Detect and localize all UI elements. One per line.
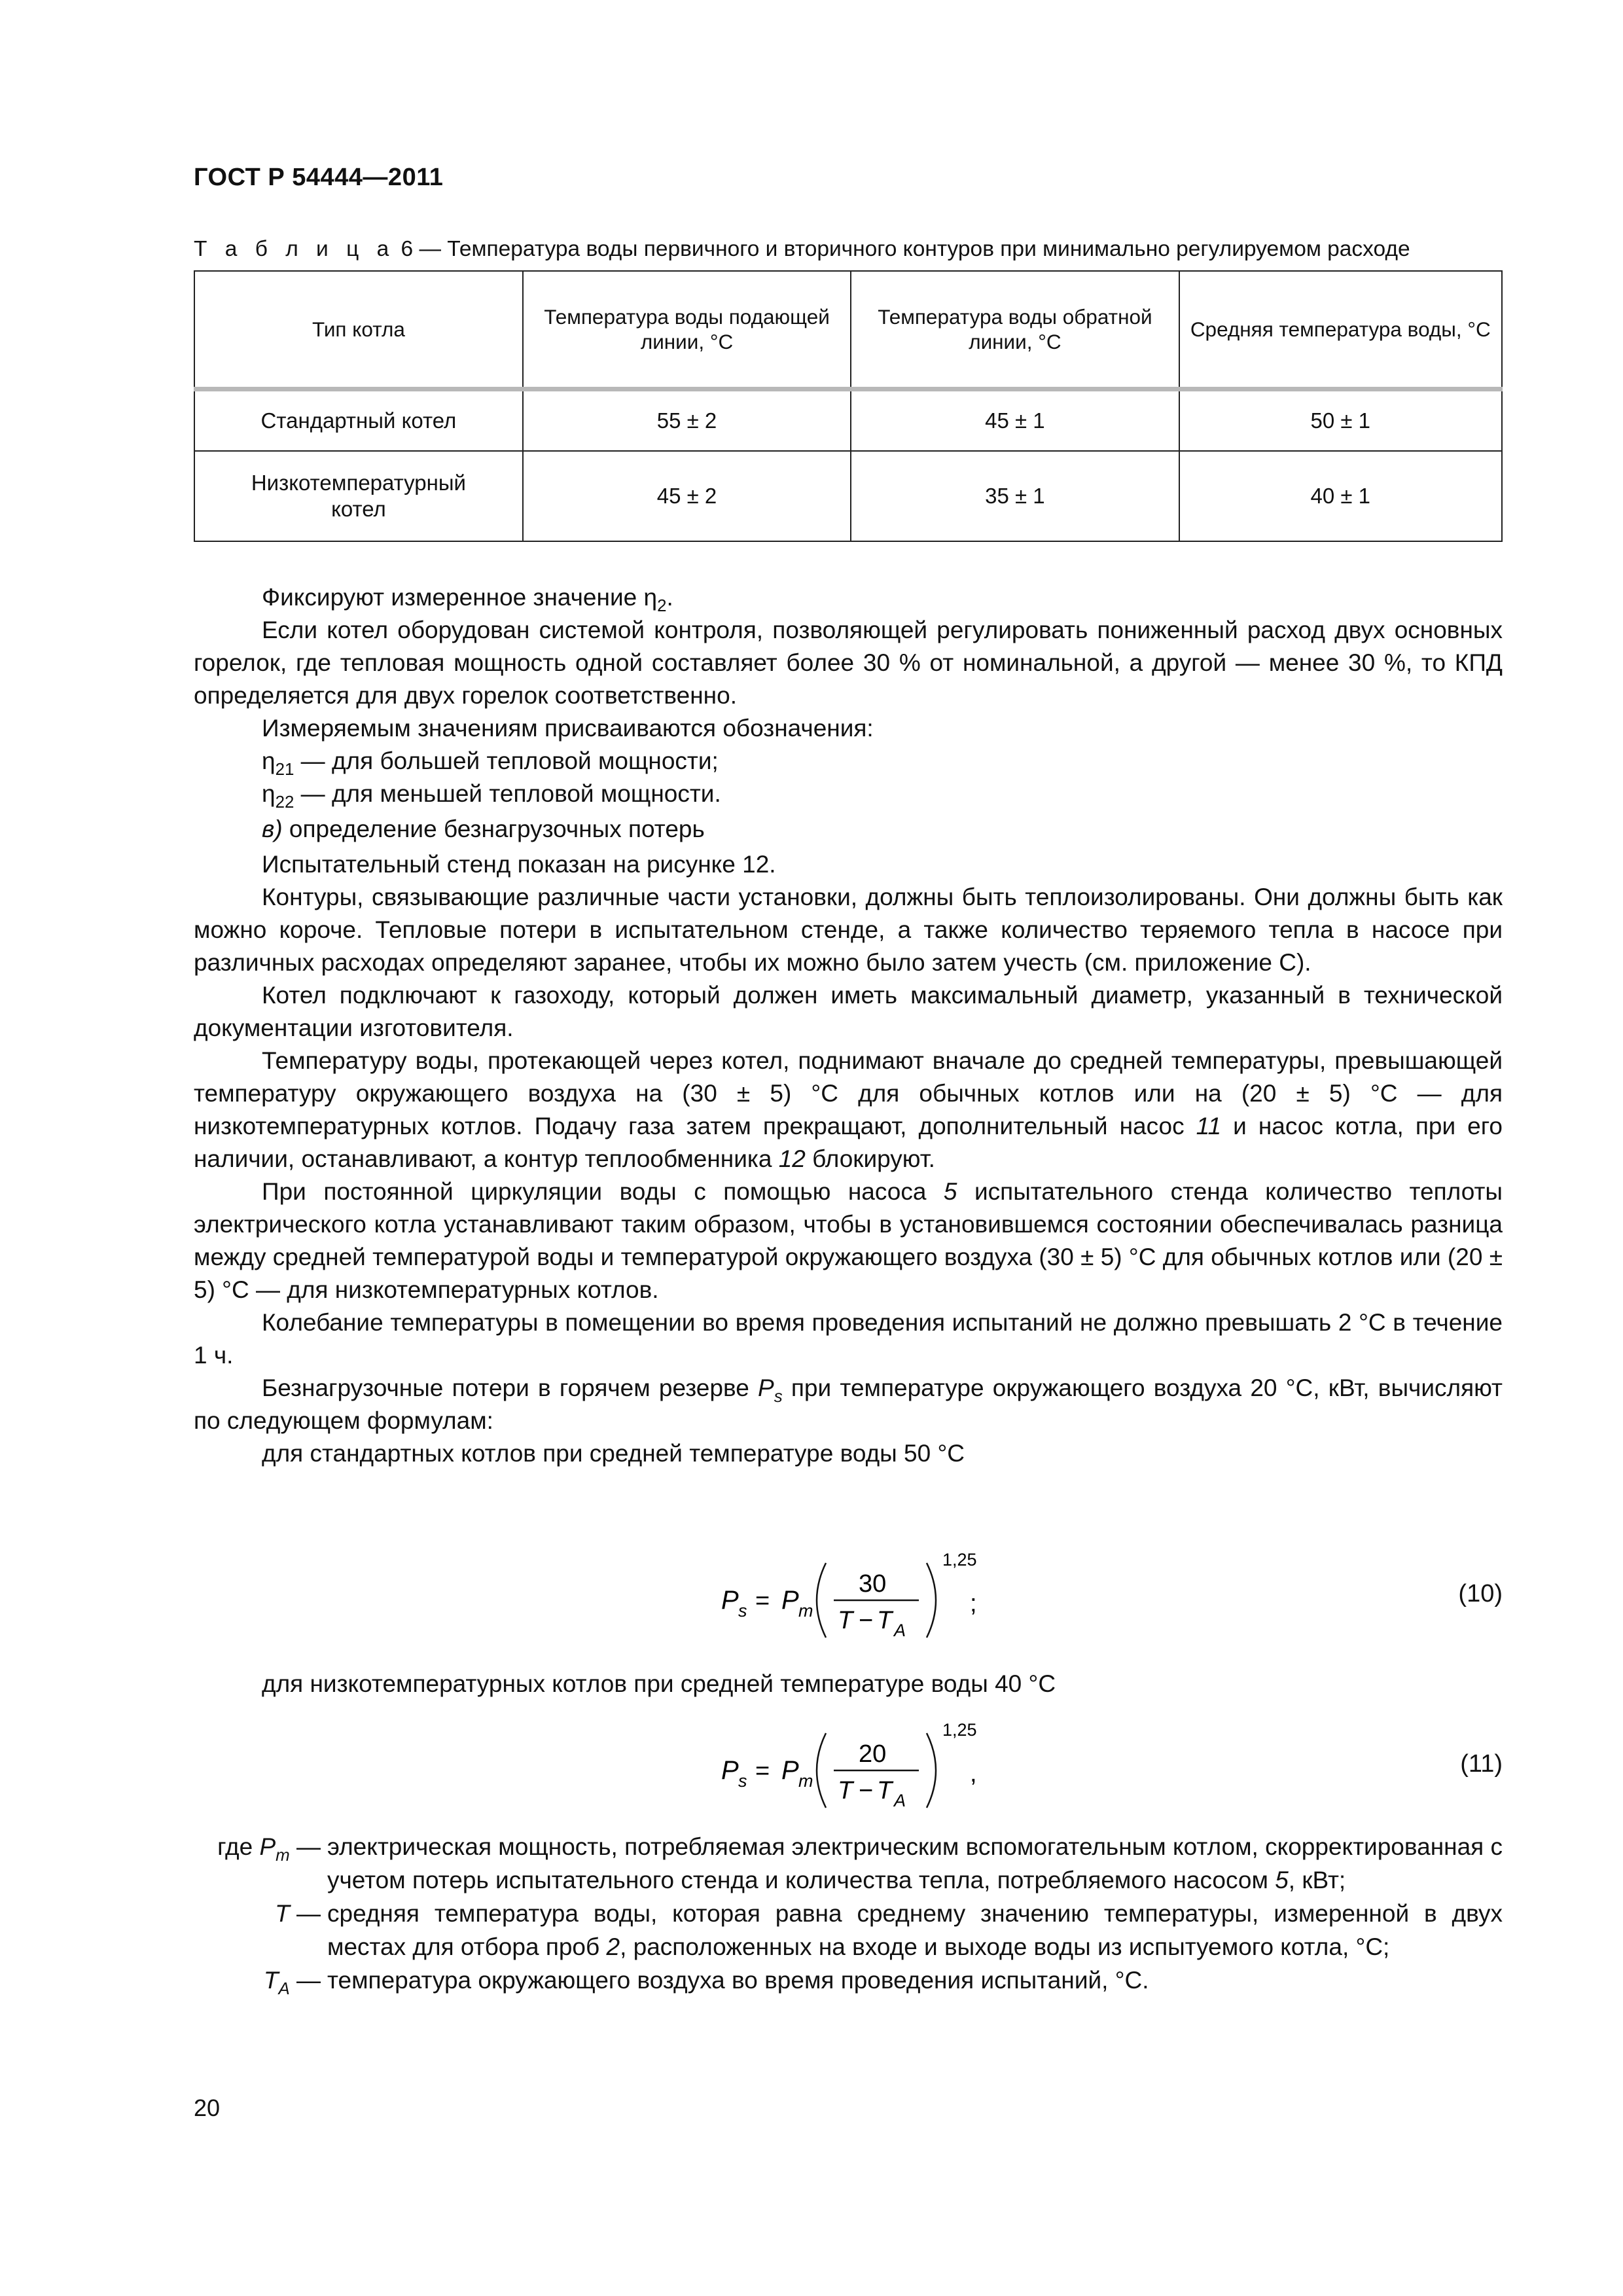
formula-exponent: 1,25 [942, 1720, 977, 1740]
formula-rhs: P [781, 1756, 799, 1785]
formula-expression [721, 1721, 1088, 1820]
table-cell: 45 ± 2 [523, 451, 851, 541]
body-text-2 [194, 1668, 1503, 1700]
formula-eq: = [755, 1757, 770, 1785]
formula-10 [194, 1551, 1503, 1649]
list-item: $\eta_{21}$ — для большей тепловой мощности; [262, 747, 719, 780]
column-header-boiler-type: Тип котла [194, 271, 523, 389]
table-caption-text: 6 — Температура воды первичного и вторичного контуров при минимально регулируемом расходе [395, 237, 1410, 261]
variable-definitions [194, 1830, 1503, 1997]
paragraph: Температуру воды, протекающей через котел, поднимают вначале до средней температуры, превышающей температуру окружающего воздуха на (30 ± 5) °С для обычных котлов или на (20 ± 5) °С — для низкотемпературных котлов. Подачу газа затем прекращают, дополнительный насос 11 и насос котла, при его наличии, останавливают, а контур теплообменника 12 блокируют. [194, 1047, 1503, 1172]
table-6 [194, 270, 1503, 542]
paragraph: Испытательный стенд показан на рисунке 12. [262, 851, 776, 878]
formula-lhs: P [721, 1586, 739, 1615]
formula-den-minus: − [859, 1607, 874, 1634]
paragraph: Котел подключают к газоходу, который должен иметь максимальный диаметр, указанный в технической документации изготовителя. [194, 982, 1503, 1041]
formula-den-ta-sub: A [894, 1791, 906, 1810]
formula-lhs: P [721, 1756, 739, 1785]
formula-den-minus: − [859, 1777, 874, 1804]
formula-lhs-sub: s [738, 1601, 747, 1621]
table-cell: 55 ± 2 [523, 389, 851, 452]
right-paren [927, 1733, 936, 1808]
formula-rhs: P [781, 1586, 799, 1615]
list-item: $\eta_{22}$ — для меньшей тепловой мощности. [262, 780, 721, 812]
formula-rhs-sub: m [798, 1601, 813, 1621]
definition-row [194, 1964, 1503, 1997]
table-cell: 45 ± 1 [851, 389, 1179, 452]
table-row [194, 389, 1502, 452]
left-paren [817, 1733, 826, 1808]
definition-text: электрическая мощность, потребляемая электрическим вспомогательным котлом, скорректированная с учетом потерь испытательного стенда и количества тепла, потребляемого насосом 5, кВт; [327, 1833, 1503, 1893]
table-cell: 40 ± 1 [1179, 451, 1502, 541]
formula-number: (11) [1460, 1750, 1503, 1778]
paragraph: Колебание температуры в помещении во время проведения испытаний не должно превышать 2 °С в течение 1 ч. [194, 1309, 1503, 1369]
paragraph: При постоянной циркуляции воды с помощью насоса 5 испытательного стенда количество теплоты электрического котла устанавливают таким образом, чтобы в установившемся состоянии обеспечивалась разница между средней температурой воды и температурой окружающего воздуха (30 ± 5) °С для обычных котлов или (20 ± 5) °С — для низкотемпературных котлов. [194, 1178, 1503, 1303]
column-header-supply-temp: Температура воды подающей линии, °С [523, 271, 851, 389]
formula-expression [721, 1551, 1088, 1649]
paragraph: для стандартных котлов при средней температуре воды 50 °С [262, 1440, 965, 1467]
table-cell: 50 ± 1 [1179, 389, 1502, 452]
body-text [194, 581, 1503, 1470]
paragraph: для низкотемпературных котлов при средней температуре воды 40 °С [262, 1670, 1056, 1697]
definition-row [194, 1830, 1503, 1897]
paragraph: Если котел оборудован системой контроля, позволяющей регулировать пониженный расход двух основных горелок, где тепловая мощность одной составляет более 30 % от номинальной, а другой — менее 30 %, то КПД определяется для двух горелок соответственно. [194, 617, 1503, 709]
page-number: 20 [194, 2094, 221, 2121]
formula-punct: ; [970, 1590, 977, 1617]
column-header-average-temp: Средняя температура воды, °С [1179, 271, 1502, 389]
table-caption-label: Т а б л и ц а [194, 237, 395, 261]
table-caption [194, 237, 1503, 262]
definition-symbol: T — [275, 1900, 321, 1927]
paragraph: Безнагрузочные потери в горячем резерве $P_s$ при температуре окружающего воздуха 20 °С, кВт, вычисляют по следующем формулам: [194, 1374, 1503, 1434]
document-header: ГОСТ Р 54444—2011 [194, 164, 444, 191]
paragraph: Измеряемым значениям присваиваются обозначения: [262, 715, 874, 742]
formula-svg [721, 1721, 1088, 1820]
formula-den-ta: T [877, 1607, 893, 1634]
left-paren [817, 1563, 826, 1638]
definition-symbol: где $P_m$ — [217, 1833, 321, 1865]
formula-den-t: T [838, 1607, 853, 1634]
right-paren [927, 1563, 936, 1638]
formula-11 [194, 1721, 1503, 1820]
formula-den-t: T [838, 1777, 853, 1804]
formula-exponent: 1,25 [942, 1550, 977, 1570]
formula-numerator: 20 [859, 1740, 887, 1768]
table-cell: 35 ± 1 [851, 451, 1179, 541]
paragraph: Контуры, связывающие различные части установки, должны быть теплоизолированы. Они должны быть как можно короче. Тепловые потери в испытательном стенде, а также количество теряемого тепла в насосе при различных расходах определяют заранее, чтобы их можно было затем учесть (см. приложение С). [194, 884, 1503, 976]
subsection-heading: в) определение безнагрузочных потерь [262, 816, 705, 842]
table-header-row [194, 271, 1502, 389]
formula-number: (10) [1458, 1580, 1503, 1607]
table-cell: Стандартный котел [194, 389, 523, 452]
formula-den-ta-sub: A [894, 1621, 906, 1640]
formula-eq: = [755, 1587, 770, 1615]
definition-text: средняя температура воды, которая равна среднему значению температуры, измеренной в двух местах для отбора проб 2, расположенных на входе и выходе воды из испытуемого котла, °С; [327, 1900, 1503, 1960]
formula-lhs-sub: s [738, 1771, 747, 1791]
table-row [194, 451, 1502, 541]
formula-den-ta: T [877, 1777, 893, 1804]
formula-rhs-sub: m [798, 1771, 813, 1791]
paragraph: Фиксируют измеренное значение $\eta_2$. [262, 584, 673, 616]
column-header-return-temp: Температура воды обратной линии, °С [851, 271, 1179, 389]
definition-text: температура окружающего воздуха во время проведения испытаний, °С. [327, 1967, 1149, 1994]
definition-symbol: $T_A$ — [263, 1967, 321, 1999]
definition-row [194, 1897, 1503, 1964]
formula-punct: , [970, 1760, 977, 1787]
formula-svg [721, 1551, 1088, 1649]
table-cell: Низкотемпературный котел [194, 451, 523, 541]
formula-numerator: 30 [859, 1570, 887, 1598]
